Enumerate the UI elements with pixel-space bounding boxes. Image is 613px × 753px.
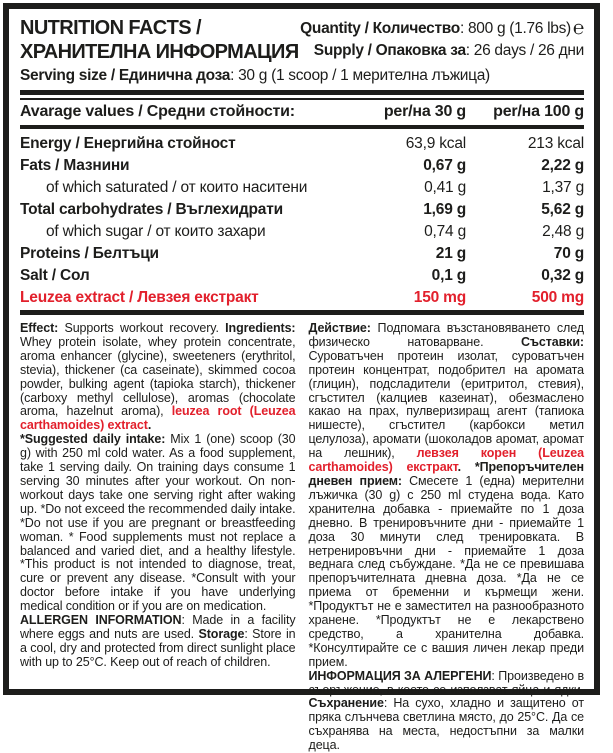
serving-size-value: : 30 g (1 scoop / 1 мерителна лъжица) — [230, 67, 490, 84]
serving-size-label: Serving size / Единична доза — [20, 67, 231, 84]
table-header-row — [20, 100, 584, 127]
column-header-per-30g: per/на 30 g — [344, 100, 466, 127]
nutrition-table — [20, 100, 584, 308]
supply-line — [300, 40, 584, 62]
bg-effect-intake-paragraph: Действие: Подпомага възстановяването след физическо натоварване. Съставки: Суроватъчен протеин изолат, суроватъчен протеин концентрат, подобрител на аромата (глицин), подсладители (еритритол, стевия), сгъстител (калциев казеинат), обезмаслено какао на прах, пулверизиращ агент (тапиока нишесте), сгъстител (карбокси метил целулоза), аромати (шоколадов аромат, аромат на лешник), левзея корен (Leuzea carthamoides) екстракт. *Препоръчителен дневен прием: Смесете 1 (една) мерителни лъжичка (30 g) с 250 ml студена вода. Като хранителна добавка - приемайте по 1 доза дневно. В тренировъчните дни - приемайте 1 доза 30 минути след тренировката. В нетренировъчни дни - приемайте 1 доза веднага след събуждане. *Да не се превишава препоръчителната дневна доза. *Да не се приема от бременни и кърмещи жени. *Продуктът не е заместител на разнообразното хранене. *Продуктът не е лекарствено средство, а хранителна добавка. *Консултирайте се с вашия личен лекар преди прием. — [308, 321, 584, 669]
table-row-carbohydrates: Total carbohydrates / Въглехидрати 1,69 g 5,62 g — [20, 201, 584, 218]
info-left-column — [20, 322, 296, 753]
info-right-column — [309, 322, 585, 753]
estimated-sign-icon: ℮ — [572, 18, 584, 39]
quantity-value: : 800 g (1.76 lbs) — [459, 20, 571, 37]
bg-allergen-storage-paragraph: ИНФОРМАЦИЯ ЗА АЛЕРГЕНИ: Произведено в съоръжение, в което се използват яйца и ядки. Съхранение: На сухо, хладно и защитено от пряка слънчева светлина място, до 25°C. Да се съхранява на места, недостъпни за малки деца. — [308, 668, 584, 753]
divider-thick — [20, 90, 584, 95]
product-title — [20, 16, 299, 64]
title-line-1: NUTRITION FACTS / — [20, 17, 201, 39]
title-line-2: ХРАНИТЕЛНА ИНФОРМАЦИЯ — [20, 41, 299, 63]
table-row-fats: Fats / Мазнини 0,67 g 2,22 g — [20, 157, 584, 174]
supply-label: Supply / Опаковка за — [313, 42, 466, 59]
column-header-values: Avarage values / Средни стойности: — [20, 100, 344, 127]
header-right-block — [300, 16, 584, 62]
table-row-saturated: of which saturated / от които наситени 0,41 g 1,37 g — [46, 179, 584, 196]
allergen-storage-paragraph: ALLERGEN INFORMATION: Made in a facility where eggs and nuts are used. Storage: Store in a cool, dry and protected from direct sunlight place with up to 25°C. Keep out of reach of children. — [20, 613, 296, 669]
table-row-salt: Salt / Сол 0,1 g 0,32 g — [20, 267, 584, 284]
serving-size-line — [20, 65, 584, 87]
table-row-proteins: Proteins / Белтъци 21 g 70 g — [20, 245, 584, 262]
table-row-leuzea-extract: Leuzea extract / Левзея екстракт 150 mg 500 mg — [20, 289, 584, 306]
table-row-energy: Energy / Енергийна стойност 63,9 kcal 213 kcal — [20, 135, 584, 152]
suggested-intake-paragraph: *Suggested daily intake: Mix 1 (one) scoop (30 g) with 250 ml cold water. As a food supplement, take 1 serving daily. On training days consume 1 serving 30 minutes after your workout. On non-workout days take one serving right after waking up. *Do not exceed the recommended daily intake. *Do not use if you are pregnant or breastfeeding woman. * Food supplements must not replace a balanced and varied diet, and a healthy lifestyle. *This product is not intended to diagnose, treat, cure or prevent any disease. *Consult with your doctor before intake if you have underlying medical condition or if you are on medication. — [20, 432, 296, 614]
divider-thick-bottom — [20, 310, 584, 315]
label-frame — [3, 3, 600, 753]
quantity-label: Quantity / Количество — [300, 20, 460, 37]
info-columns — [20, 322, 584, 753]
supply-value: : 26 days / 26 дни — [465, 42, 584, 59]
table-row-sugar: of which sugar / от които захари 0,74 g 2,48 g — [46, 223, 584, 240]
quantity-line — [300, 18, 584, 40]
column-header-per-100g: per/на 100 g — [466, 100, 584, 127]
effect-ingredients-paragraph: Effect: Supports workout recovery. Ingredients: Whey protein isolate, whey protein concentrate, aroma enhancer (glycine), sweeteners (erythritol, stevia), thickener (ca caseinate), skimmed cocoa powder, bulking agent (tapioka starch), thickener (carboxy methyl cellulose), aromas (chocolate aroma, hazelnut aroma), leuzea root (Leuzea carthamoides) extract. — [20, 321, 296, 433]
label-header — [20, 16, 584, 64]
